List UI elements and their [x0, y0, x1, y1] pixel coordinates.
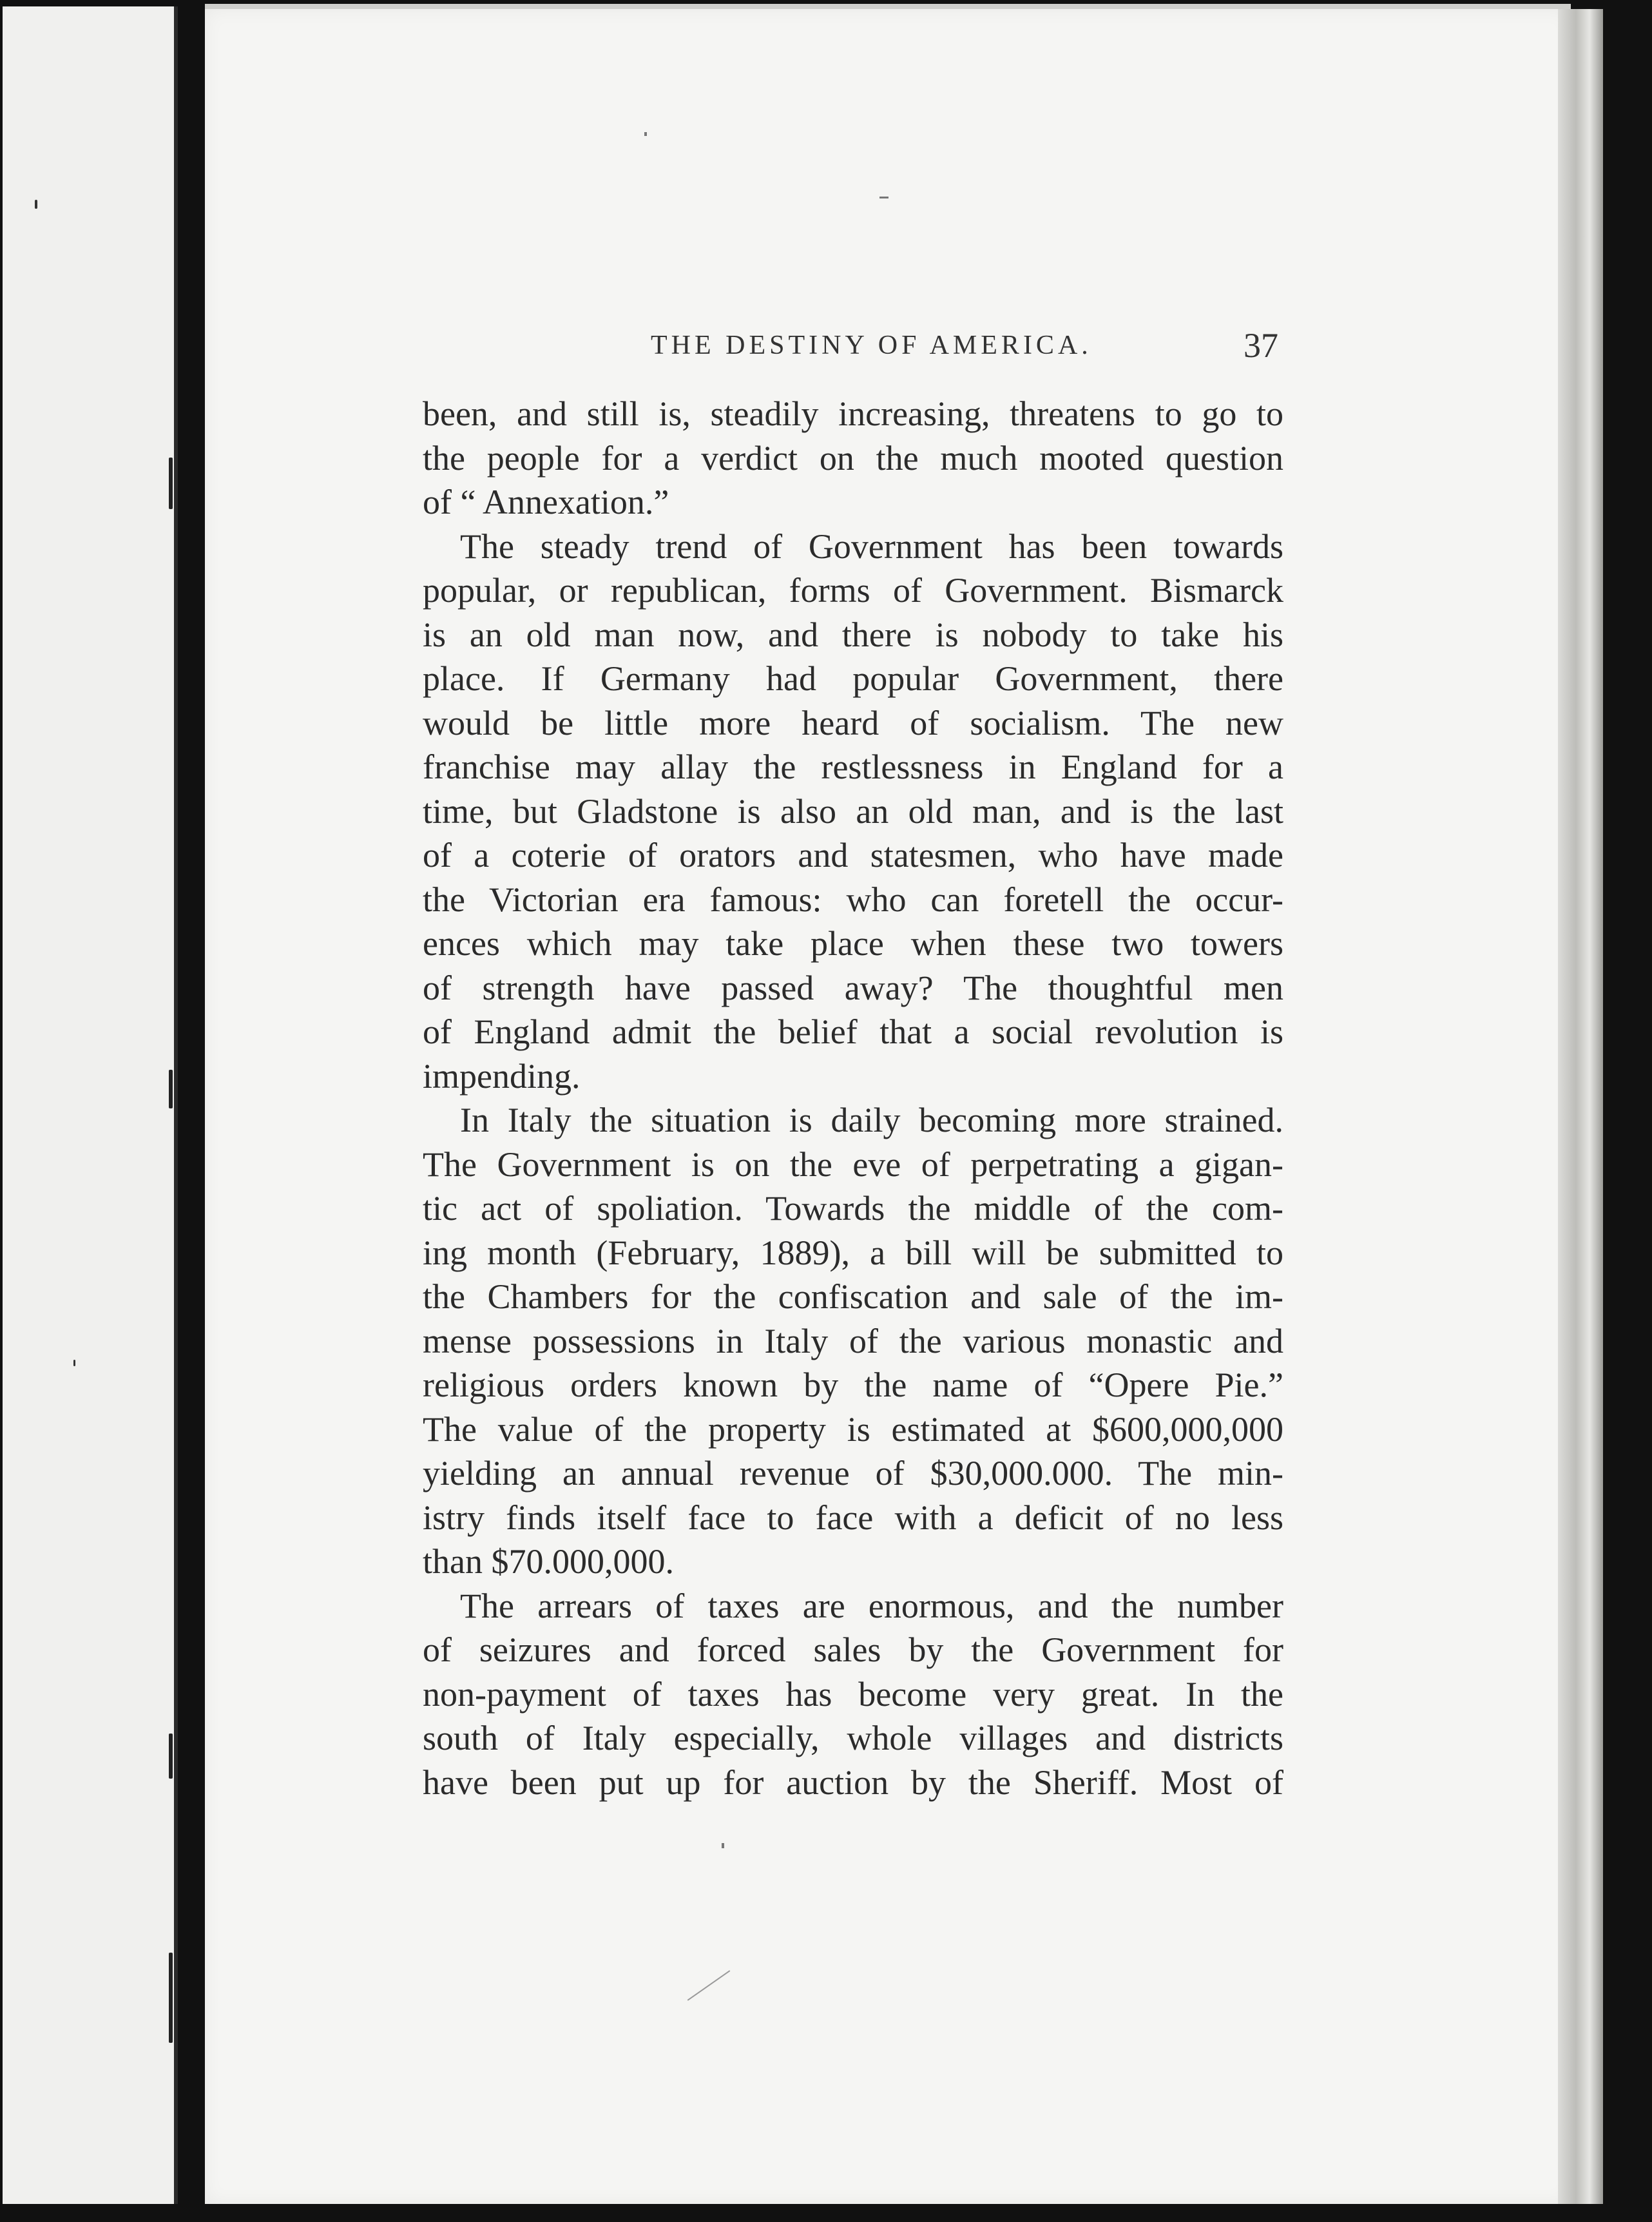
- text-line: mense possessions in Italy of the various monastic and: [423, 1321, 1283, 1360]
- text-line: In Italy the situation is daily becoming more strained.: [460, 1101, 1283, 1139]
- scan-speck: [879, 197, 888, 198]
- facing-page-edge: [3, 6, 178, 2204]
- text-line: istry finds itself face to face with a deficit of no less: [423, 1498, 1283, 1537]
- body-text: [423, 392, 1283, 1804]
- text-line: have been put up for auction by the Sheriff. Most of: [423, 1763, 1283, 1802]
- page-stack-edge: [1558, 9, 1603, 2204]
- text-line: The arrears of taxes are enormous, and the number: [460, 1586, 1283, 1625]
- margin-speck: [169, 1953, 173, 2043]
- text-line: the Chambers for the confiscation and sale of the im-: [423, 1277, 1283, 1316]
- text-line: of a coterie of orators and statesmen, who have made: [423, 836, 1283, 874]
- text-line: The Government is on the eve of perpetrating a gigan-: [423, 1145, 1283, 1184]
- text-line: place. If Germany had popular Government, there: [423, 659, 1283, 698]
- text-line: south of Italy especially, whole villages and districts: [423, 1719, 1283, 1757]
- text-line: of seizures and forced sales by the Government for: [423, 1630, 1283, 1669]
- text-line: of England admit the belief that a social revolution is: [423, 1012, 1283, 1051]
- margin-speck: [35, 200, 37, 209]
- text-line: The value of the property is estimated at $600,000,000: [423, 1409, 1283, 1449]
- text-line: would be little more heard of socialism. The new: [423, 703, 1283, 742]
- margin-speck: [169, 1070, 173, 1108]
- margin-speck: [169, 1734, 173, 1779]
- text-line: than $70.000,000.: [423, 1542, 674, 1581]
- text-line: franchise may allay the restlessness in England for a: [423, 748, 1283, 786]
- running-head: THE DESTINY OF AMERICA.: [651, 331, 1092, 360]
- margin-speck: [73, 1360, 75, 1366]
- text-line: been, and still is, steadily increasing, threatens to go to: [423, 394, 1283, 433]
- text-line: is an old man now, and there is nobody to take his: [423, 615, 1283, 654]
- text-line: popular, or republican, forms of Government. Bismarck: [423, 571, 1283, 610]
- scan-speck: [722, 1843, 724, 1848]
- text-line: time, but Gladstone is also an old man, and is the last: [423, 791, 1283, 831]
- text-line: The steady trend of Government has been towards: [460, 527, 1283, 566]
- text-line: non-payment of taxes has become very great. In the: [423, 1674, 1283, 1714]
- margin-speck: [169, 458, 173, 509]
- text-line: the Victorian era famous: who can foretell the occur-: [423, 880, 1283, 919]
- text-line: yielding an annual revenue of $30,000.000. The min-: [423, 1454, 1283, 1493]
- text-line: religious orders known by the name of “Opere Pie.”: [423, 1366, 1283, 1404]
- page-number: 37: [1244, 326, 1278, 365]
- text-line: the people for a verdict on the much mooted question: [423, 438, 1283, 478]
- text-line: ences which may take place when these two towers: [423, 924, 1283, 963]
- text-line: tic act of spoliation. Towards the middle of the com-: [423, 1189, 1283, 1228]
- scan-speck: [644, 132, 647, 136]
- text-line: of strength have passed away? The thoughtful men: [423, 968, 1283, 1007]
- text-line: ing month (February, 1889), a bill will be submitted to: [423, 1233, 1283, 1272]
- text-line: of “ Annexation.”: [423, 483, 669, 521]
- text-line: impending.: [423, 1056, 581, 1096]
